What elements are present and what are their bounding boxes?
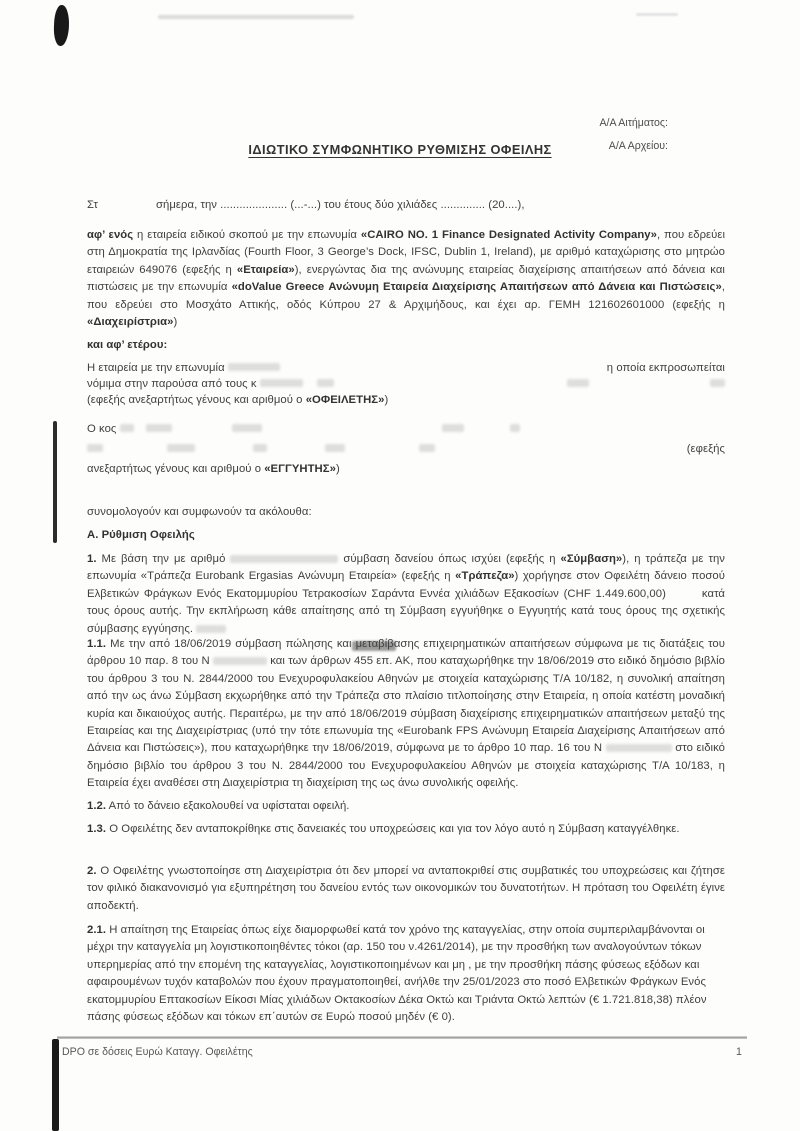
text-segment: Ο Οφειλέτης γνωστοποίησε στη Διαχειρίστρια ότι δεν μπορεί να ανταποκριθεί στις συμβατικές του υποχρεώσεις και ζήτησε τον φιλικό διακανονισμό για εξυπηρέτηση του δανείου εντός των οικονομικών του δυνατοτήτων. Η πρόταση του Οφειλέτη έγινε αποδεκτή. [87,865,725,912]
guarantor-clause [87,419,725,479]
text-segment: Ο κος [87,423,120,435]
section-a-heading: Α. Ρύθμιση Οφειλής [87,529,195,541]
bold-text-segment: 1.3. [87,823,107,835]
text-segment: (εφεξής ανεξαρτήτως γένους και αριθμού ο [87,394,306,406]
bold-text-segment: «ΕΓΓΥΗΤΗΣ» [264,463,336,475]
redaction-smudge [442,424,464,432]
bold-text-segment: «Εταιρεία» [236,263,295,276]
scan-streak [158,15,354,19]
text-segment: νόμιμα στην παρούσα από τους κ [87,378,260,390]
redaction-smudge [606,744,672,752]
redaction-smudge [213,657,267,665]
bold-text-segment: «CAIRO NO. 1 Finance Designated Activity Company» [360,229,657,241]
redaction-smudge [87,444,103,452]
text-segment: (εφεξής [686,443,725,455]
file-number-label: Α/Α Αρχείου: [608,140,668,152]
redaction-smudge [253,444,267,452]
text-segment: , που εδρεύει στο Μοσχάτο Αττικής, οδός Κύπρου 27 & Αρχιμήδους, και έχει αρ. ΓΕΜΗ 121602601000 (εφεξής η [87,281,725,311]
bold-text-segment: «doValue Greece Ανώνυμη Εταιρεία Διαχείρισης Απαιτήσεων από Δάνεια και Πιστώσεις» [231,281,722,294]
guarantor-line-2 [87,439,725,459]
debtor-line-3 [87,392,725,408]
redaction-smudge [120,424,134,432]
redaction-smudge [196,625,226,633]
bold-text-segment: 2. [87,865,97,877]
bold-text-segment: «ΟΦΕΙΛΕΤΗΣ» [305,394,385,406]
text-segment: Ο Οφειλέτης δεν ανταποκρίθηκε στις δανειακές του υποχρεώσεις και για τον λόγο αυτό η Σύμβαση καταγγέλθηκε. [106,823,680,835]
bold-text-segment: 1. [87,553,97,565]
redaction-smudge [710,379,725,387]
document-title: ΙΔΙΩΤΙΚΟ ΣΥΜΦΩΝΗΤΙΚΟ ΡΥΘΜΙΣΗΣ ΟΦΕΙΛΗΣ [248,142,552,157]
debtor-line-1 [87,360,725,376]
text-segment: Η εταιρεία με την επωνυμία [87,362,228,374]
text-segment: Από το δάνειο εξακολουθεί να υφίσταται οφειλή. [106,800,350,812]
request-number-label: Α/Α Αιτήματος: [599,117,668,129]
bold-text-segment: «Τράπεζα» [455,570,515,583]
text-segment: ), ενεργώντας δια της ανώνυμης εταιρείας διαχείρισης απαιτήσεων από δάνεια και πιστώσεις με την επωνυμία [87,263,725,294]
text-segment: ) [173,316,178,329]
text-segment: Η απαίτηση της Εταιρείας όπως είχε διαμορφωθεί κατά τον χρόνο της καταγγελίας, στην οποία συμπεριλαμβάνονται οι μέχρι την καταγγελία μη λογιστικοποιηθέντες τόκοι (αρ. 150 του ν.4261/2014), με την προσθήκη των αναλογούντων τόκων υπερημερίας από την επομένη της καταγγελίας, λογιστικοποιημένων και μη , με την προσθήκη πάσης φύσεως εξόδων και αφαιρουμένων τυχόν καταβολών που έχουν πραγματοποιηθεί, ανήλθε την 25/01/2023 στο ποσό Ελβετικών Φράγκων Ενός εκατομμυρίου Επτακοσίων Είκοσι Μίας χιλιάδων Οκτακοσίων Δέκα Οκτώ και Τριάντα Οκτώ λεπτών (€ 1.721.818,38) πλέον πάσης φύσεως εξόδων και τόκων επ΄αυτών σε Ευρώ ποσού μηδέν (€ 0). [87,924,707,1024]
footer-rule [57,1036,747,1039]
redaction-smudge [228,363,280,371]
scan-artifact-top-left [53,5,70,47]
text-segment: ) [384,394,389,406]
footer-page-number: 1 [736,1046,742,1058]
paragraph-1-3 [87,821,725,838]
scan-streak [636,13,678,16]
redaction-smudge [510,424,520,432]
paragraph-1-1 [87,636,725,793]
text-segment: , που εδρεύει στη Δημοκρατία της Ιρλανδίας (Fourth Floor, 3 George’s Dock, IFSC, Dublin 1, Ireland), με αριθμό καταχώρισης στο μητρώο εταιρειών 649076 (εφεξής η [87,229,726,276]
paragraph-2-1 [87,922,725,1026]
paragraph-2 [87,863,725,915]
text-segment: ανεξαρτήτως γένους και αριθμού ο [87,463,265,475]
footer-document-label: DPO σε δόσεις Ευρώ Καταγγ. Οφειλέτης [62,1046,253,1058]
redaction-smudge [146,424,172,432]
text-segment: και των άρθρων 455 επ. ΑΚ, που καταχωρήθηκε την 18/06/2019 στο ειδικό δημόσιο βιβλίο του άρθρου 3 του Ν. 2844/2000 του Ενεχυροφυλακείου Αθηνών με στοιχεία καταχώρισης Τ/Α 10/182, η συνολική απαίτηση από την ως άνω Σύμβαση εκχωρήθηκε από την Τράπεζα στο πλαίσιο τιτλοποίησης στην Εταιρεία, η οποία κατέστη μοναδική κυρία και δικαιούχος αυτής. Περαιτέρω, με την από 18/06/2019 σύμβαση διαχείρισης επιχειρηματικών απαιτήσεων μεταξύ της Εταιρείας και της Διαχειρίστριας (υπό την τότε επωνυμία της «Eurobank FPS Ανώνυμη Εταιρεία Διαχείρισης Απαιτήσεων από Δάνεια και Πιστώσεις»), που καταχωρήθηκε την 18/06/2019, σύμφωνα με το άρθρο 10 παρ. 16 του Ν [87,655,725,755]
text-segment: η οποία εκπροσωπείται [606,362,725,374]
text-segment: Με την από 18/06/2019 σύμβαση πώλησης και μεταβίβασης επιχειρηματικών απαιτήσεων σύμφωνα με τις διατάξεις του άρθρου 10 παρ. 8 του Ν [87,638,725,668]
bold-text-segment: «Διαχειρίστρια» [87,316,174,329]
text-segment: ) χορήγησε στον Οφειλέτη δάνειο ποσού Ελβετικών Φράγκων Ενός Εκατομμυρίου Τετρακοσίων Σαράντα Εννέα χιλιάδων Εξακοσίων (CHF 1.449.600,00) [87,570,725,600]
paragraph-first-party [87,227,725,331]
guarantor-line-3 [87,459,725,479]
text-segment: σύμβαση δανείου όπως ισχύει (εφεξής η [338,553,561,565]
bold-text-segment: αφ’ ενός [87,229,134,241]
scan-artifact-bottom-left [52,1039,59,1131]
paragraph-1-2 [87,798,725,815]
second-party-heading: και αφ’ ετέρου: [87,339,168,351]
bold-text-segment: 2.1. [87,924,107,936]
debtor-clause [87,360,725,408]
redaction-smudge [317,379,334,387]
text-segment: στο ειδικό δημόσιο βιβλίο του άρθρου 3 του Ν. 2844/2000 του Ενεχυροφυλακείου Αθηνών με στοιχεία καταχώρισης Τ/Α 10/183, η Εταιρεία έχει αναθέσει στη Διαχειρίστρια τη διαχείριση της ως άνω συνολικής οφειλής. [87,742,725,790]
preamble-line: συνομολογούν και συμφωνούν τα ακόλουθα: [87,506,312,518]
text-segment: κατά τους όρους αυτής. Την εκπλήρωση κάθε απαίτησης από τη Σύμβαση εγγυήθηκε ο Εγγυητής κατά τους όρους της σχετικής σύμβασης εγγύησης. [87,587,725,635]
redaction-smudge [232,424,262,432]
redaction-smudge [419,444,435,452]
guarantor-line-1 [87,419,725,439]
redaction-smudge [567,379,589,387]
redaction-smudge [260,379,303,387]
bold-text-segment: 1.2. [87,800,107,812]
text-segment: σήμερα, την ..................... (...-...) του έτους δύο χιλιάδες .............. (20....), [156,199,525,211]
redaction-smudge [167,444,195,452]
text-segment: ), η τράπεζα με την επωνυμία «Τράπεζα Eurobank Ergasias Ανώνυμη Εταιρεία» (εφεξής η [87,553,725,583]
redaction-smudge [230,555,338,563]
bold-text-segment: 1.1. [87,638,107,650]
bold-text-segment: «Σύμβαση» [560,553,623,565]
redaction-smudge [325,444,345,452]
paragraph-1 [87,551,725,638]
text-segment: Με βάση την με αριθμό [96,553,231,565]
scan-artifact-mid-left [53,421,57,543]
text-segment: η εταιρεία ειδικού σκοπού με την επωνυμία [133,229,361,241]
text-segment: Στ [87,199,99,211]
date-line [87,197,725,214]
debtor-line-2 [87,376,725,392]
text-segment: ) [335,463,340,475]
